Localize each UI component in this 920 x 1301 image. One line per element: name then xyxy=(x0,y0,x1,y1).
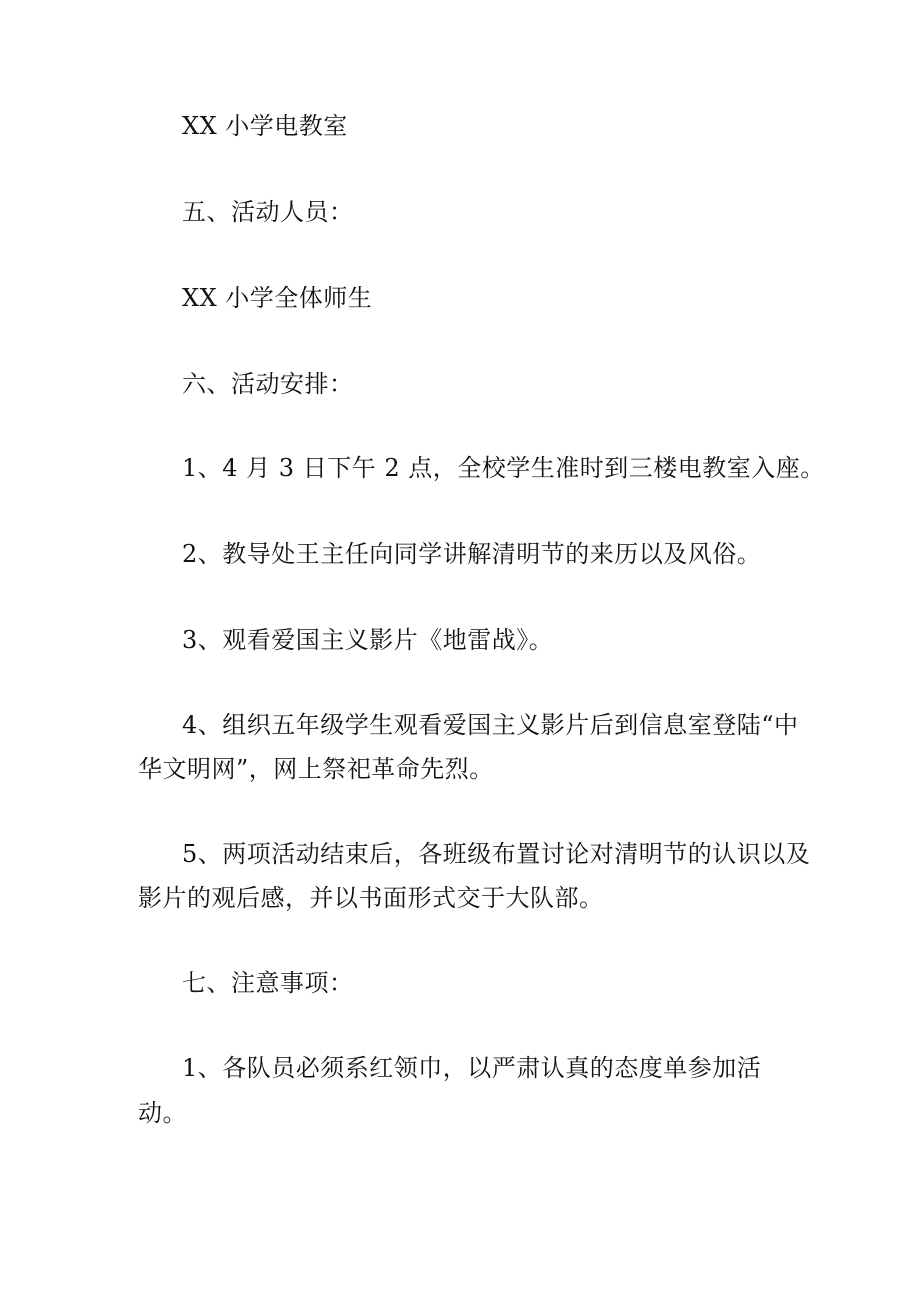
schedule-item-5-line-1: 5、两项活动结束后，各班级布置讨论对清明节的认识以及 xyxy=(182,840,811,868)
notes-item-1-line-2: 动。 xyxy=(138,1099,187,1127)
venue-text: XX 小学电教室 xyxy=(182,112,348,140)
schedule-item-2: 2、教导处王主任向同学讲解清明节的来历以及风俗。 xyxy=(182,540,762,568)
schedule-item-1: 1、4 月 3 日下午 2 点，全校学生准时到三楼电教室入座。 xyxy=(182,454,825,482)
schedule-item-3: 3、观看爱国主义影片《地雷战》。 xyxy=(182,626,554,654)
section-heading-participants: 五、活动人员： xyxy=(182,198,354,226)
section-heading-notes: 七、注意事项： xyxy=(182,969,354,997)
notes-item-1-line-1: 1、各队员必须系红领巾，以严肃认真的态度单参加活 xyxy=(182,1054,762,1082)
schedule-item-5-line-2: 影片的观后感，并以书面形式交于大队部。 xyxy=(138,884,604,912)
participants-text: XX 小学全体师生 xyxy=(182,284,373,312)
schedule-item-4-line-2: 华文明网”，网上祭祀革命先烈。 xyxy=(138,755,494,783)
schedule-item-4-line-1: 4、组织五年级学生观看爱国主义影片后到信息室登陆“中 xyxy=(182,711,799,739)
section-heading-schedule: 六、活动安排： xyxy=(182,370,354,398)
